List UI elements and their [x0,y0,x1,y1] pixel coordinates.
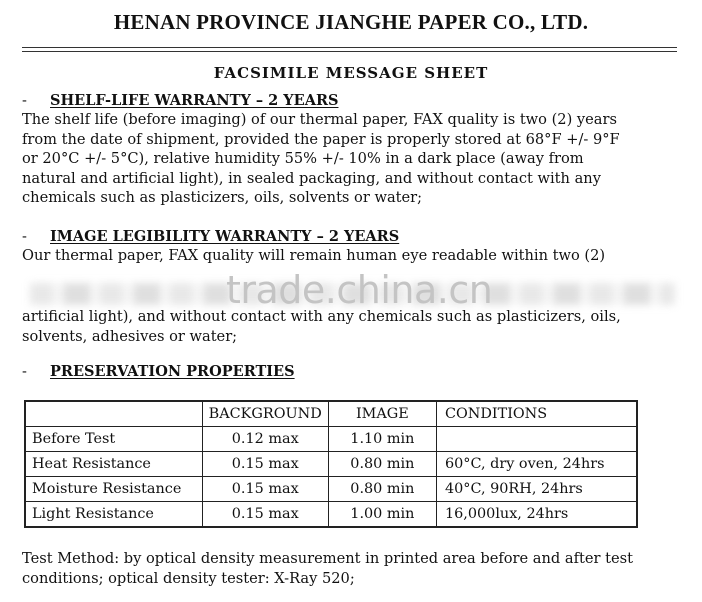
table-cell [436,427,637,452]
table-cell: 16,000lux, 24hrs [436,502,637,528]
table-cell: 0.12 max [202,427,328,452]
bullet-dash: - [22,93,27,109]
image-legibility-heading-text: IMAGE LEGIBILITY WARRANTY – 2 YEARS [50,228,400,245]
table-cell: 0.15 max [202,477,328,502]
watermark: trade.china.cn [226,268,493,312]
company-name: HENAN PROVINCE JIANGHE PAPER CO., LTD. [113,10,589,34]
table-cell: Heat Resistance [25,452,202,477]
shelf-life-heading [22,92,338,109]
header-divider-top [22,47,677,48]
image-legibility-heading [22,228,399,245]
image-legibility-paragraph-bottom: artificial light), and without contact with any chemicals such as plasticizers, oils, solvents, adhesives or water; [22,308,621,345]
table-cell: Before Test [25,427,202,452]
table-cell: 0.80 min [328,452,436,477]
table-header-row [25,401,637,427]
table-cell: 60°C, dry oven, 24hrs [436,452,637,477]
table-header-cell [25,401,202,427]
table-cell: 0.15 max [202,502,328,528]
table-cell: 0.80 min [328,477,436,502]
image-legibility-paragraph-top: Our thermal paper, FAX quality will remain human eye readable within two (2) [22,247,606,264]
table-cell: Moisture Resistance [25,477,202,502]
shelf-life-heading-text: SHELF-LIFE WARRANTY – 2 YEARS [50,92,339,109]
test-method-paragraph: Test Method: by optical density measurement in printed area before and after test conditions; optical density tester: X-Ray 520; [22,550,633,587]
sheet-title: FACSIMILE MESSAGE SHEET [213,64,489,82]
table-cell: 1.10 min [328,427,436,452]
table-cell: 40°C, 90RH, 24hrs [436,477,637,502]
preservation-table [24,400,638,528]
bullet-dash: - [22,229,27,245]
preservation-heading [22,363,295,380]
table-row [25,502,637,528]
table-cell: 1.00 min [328,502,436,528]
table-cell: 0.15 max [202,452,328,477]
table-row [25,452,637,477]
table-header-cell: CONDITIONS [436,401,637,427]
table-row [25,477,637,502]
bullet-dash: - [22,364,27,380]
table-header-cell: BACKGROUND [202,401,328,427]
header-divider-bottom [22,51,677,52]
table-row [25,427,637,452]
preservation-heading-text: PRESERVATION PROPERTIES [50,363,295,380]
shelf-life-paragraph: The shelf life (before imaging) of our thermal paper, FAX quality is two (2) years from the date of shipment, provided the paper is properly stored at 68°F +/- 9°F or 20°C +/- 5°C), relative humidity 55% +/- 10% in a dark place (away from natural and artificial light), in sealed packaging, and without contact with any chemicals such as plasticizers, oils, solvents or water; [22,111,620,206]
table-header-cell: IMAGE [328,401,436,427]
table-cell: Light Resistance [25,502,202,528]
